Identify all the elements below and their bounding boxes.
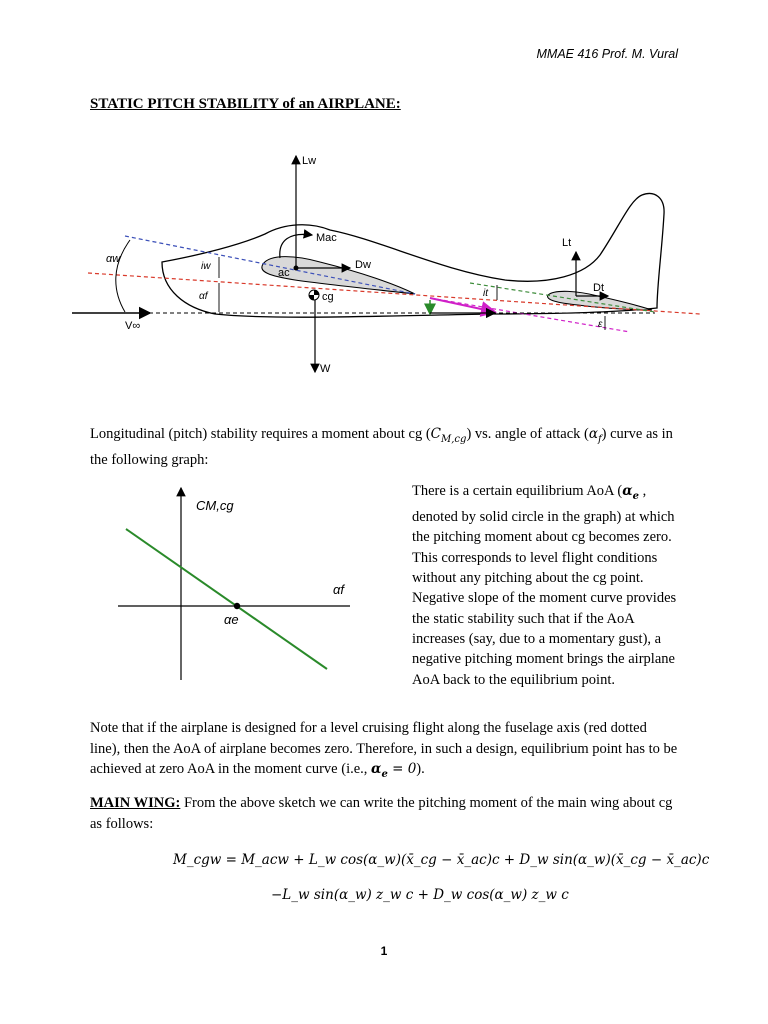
magenta-arrow <box>430 298 495 312</box>
main-wing-heading: MAIN WING: <box>90 795 181 811</box>
main-wing-paragraph: MAIN WING: From the above sketch we can write the pitching moment of the main wing about cg as follows: <box>90 795 673 832</box>
lt-label: Lt <box>562 237 572 249</box>
alpha-f-label: αf <box>199 291 208 302</box>
y-axis-label: CM,cg <box>196 498 234 513</box>
x-axis-label: αf <box>333 582 345 597</box>
intro-paragraph: Longitudinal (pitch) stability requires a moment about cg $(C_{M,cg})$ vs. angle of attack $(\alpha_f)$ curve as in the following graph: <box>90 426 673 469</box>
equation-line-2: −L_w sin(α_w) z_w c + D_w cos(α_w) z_w c <box>271 887 569 903</box>
alpha-w-label: αw <box>106 253 121 265</box>
it-label: it <box>483 288 488 299</box>
alpha-w-arc <box>116 240 130 312</box>
ac-point <box>294 266 299 271</box>
equilibrium-label: αe <box>224 612 239 627</box>
eps-label: ε <box>598 319 603 330</box>
page-header: MMAE 416 Prof. M. Vural <box>536 47 678 61</box>
w-label: W <box>320 363 331 375</box>
side-paragraph: There is a certain equilibrium AoA ($\alpha_e$ , denoted by solid circle in the graph) at which the pitching moment about cg becomes zero. This corresponds to level flight conditions without any pitching about the cg point. Negative slope of the moment curve provides the static stability such that if the AoA increases (say, due to a momentary gust), a negative pitching moment brings the airplane AoA back to the equilibrium point. <box>412 483 677 688</box>
fuselage-axis-line <box>88 273 700 314</box>
airplane-sketch <box>0 140 768 385</box>
note-paragraph: Note that if the airplane is designed for a level cruising flight along the fuselage axis (red dotted line), then the AoA of airplane becomes zero. Therefore, in such a design, equilibrium point has to be achieved at zero AoA in the moment curve (i.e., $\alpha_e = 0$). <box>90 720 678 780</box>
mac-label: Mac <box>316 232 337 244</box>
lw-label: Lw <box>302 155 317 167</box>
page-number: 1 <box>380 944 388 958</box>
moment-curve-graph <box>100 480 360 690</box>
equation-line-1: M_cgw = M_acw + L_w cos(α_w)(x̄_cg − x̄_ac)c + D_w sin(α_w)(x̄_cg − x̄_ac)c <box>173 852 710 868</box>
dw-label: Dw <box>355 259 371 271</box>
v-inf-label: V∞ <box>125 320 141 332</box>
cg-label: cg <box>322 291 334 303</box>
iw-label: iw <box>201 261 211 272</box>
moment-curve <box>126 529 327 669</box>
equilibrium-point <box>234 603 240 609</box>
page-title: STATIC PITCH STABILITY of an AIRPLANE: <box>90 96 401 112</box>
ac-label: ac <box>278 267 290 279</box>
dt-label: Dt <box>593 282 604 294</box>
